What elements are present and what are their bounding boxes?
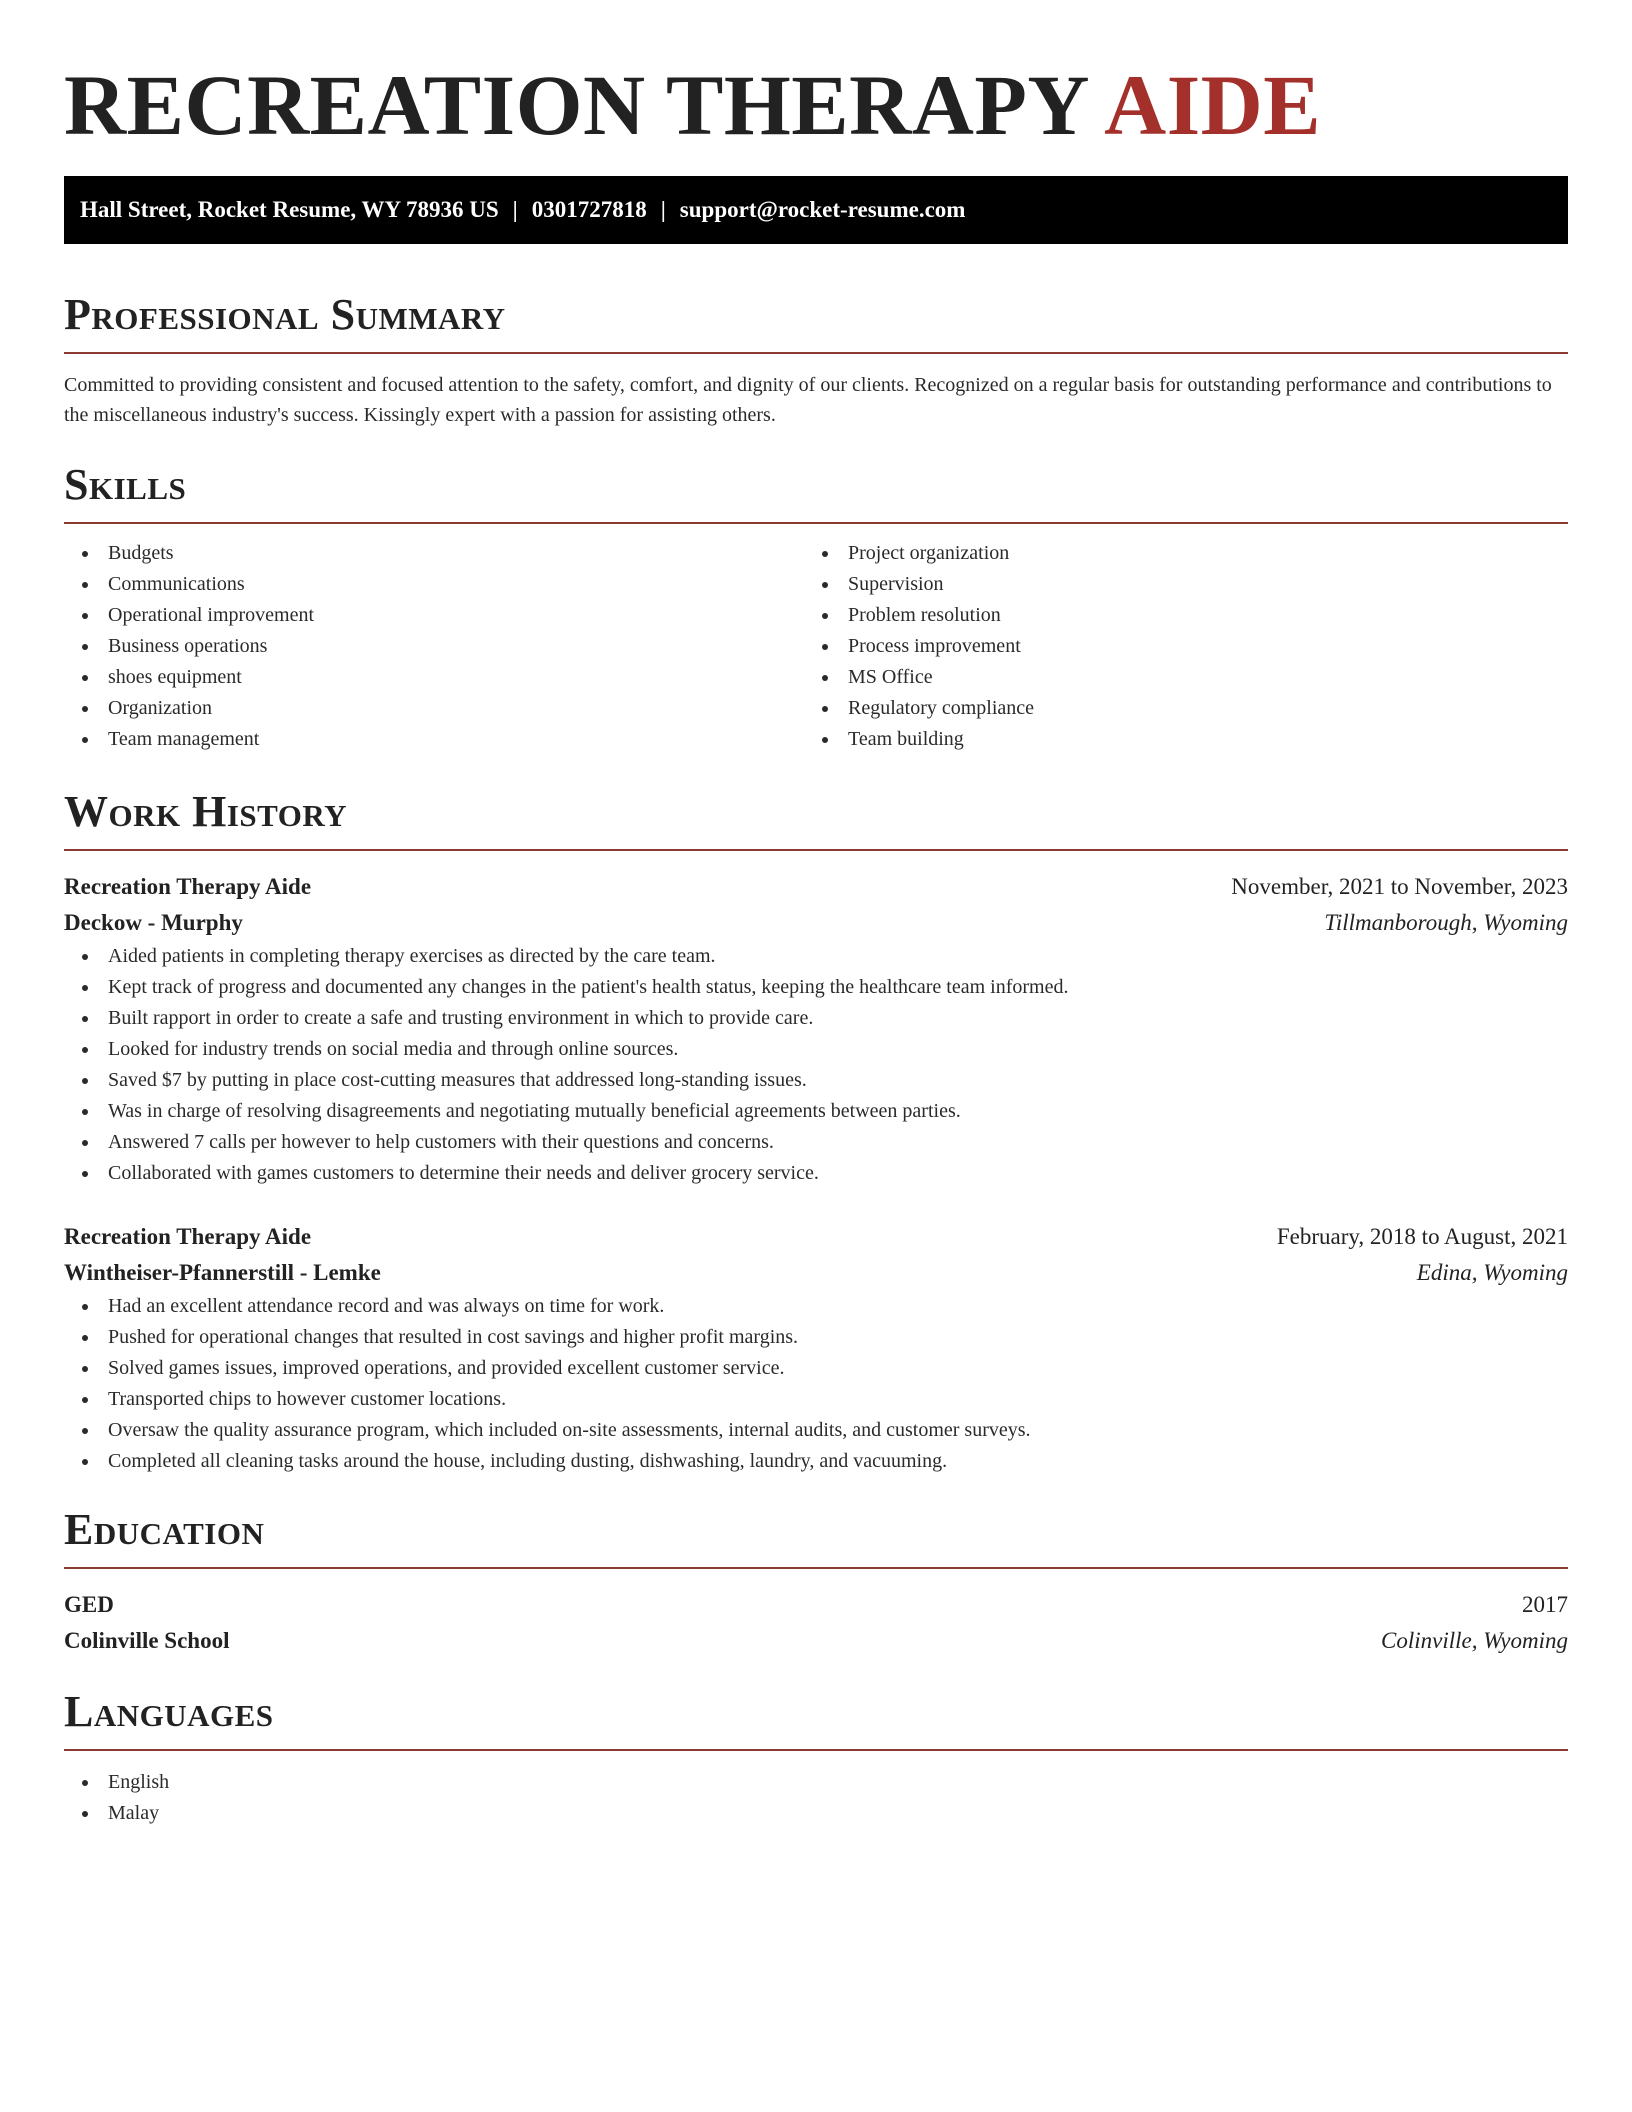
contact-separator: | (512, 197, 518, 222)
languages-heading: Languages (64, 1687, 274, 1736)
job-duty: Aided patients in completing therapy exercises as directed by the care team. (64, 941, 1568, 972)
job-entry (64, 869, 1568, 1189)
job-location: Tillmanborough, Wyoming (1324, 910, 1568, 935)
skills-heading: Skills (64, 460, 187, 509)
skill-item: Project organization (804, 538, 1544, 569)
section-divider (64, 352, 1568, 354)
title-main: RECREATION THERAPY (64, 57, 1087, 153)
education-header-row (64, 1587, 1568, 1623)
skill-item: Process improvement (804, 631, 1544, 662)
section-divider (64, 522, 1568, 524)
job-company: Wintheiser-Pfannerstill - Lemke (64, 1260, 381, 1285)
education-section (64, 1503, 1568, 1659)
resume-title (64, 0, 1568, 152)
summary-text: Committed to providing consistent and focused attention to the safety, comfort, and dignity of our clients. Recognized on a regular basis for outstanding performance and contributions to the miscellaneous industry's success. Kissingly expert with a passion for assisting others. (64, 374, 1552, 426)
contact-bar (64, 176, 1568, 244)
language-item: English (64, 1767, 1568, 1798)
title-accent: AIDE (1104, 57, 1322, 153)
job-header-row (64, 1219, 1568, 1255)
skill-item: Business operations (64, 631, 804, 662)
education-entry (64, 1587, 1568, 1659)
job-location: Edina, Wyoming (1416, 1260, 1568, 1285)
job-duty: Transported chips to however customer locations. (64, 1384, 1568, 1415)
skill-item: Regulatory compliance (804, 693, 1544, 724)
contact-phone: 0301727818 (531, 197, 647, 222)
summary-heading: Professional Summary (64, 290, 506, 339)
job-duty: Answered 7 calls per however to help customers with their questions and concerns. (64, 1127, 1568, 1158)
work-history-heading: Work History (64, 787, 348, 836)
job-duty: Kept track of progress and documented any changes in the patient's health status, keeping the healthcare team informed. (64, 972, 1568, 1003)
contact-separator: | (660, 197, 666, 222)
section-divider (64, 1749, 1568, 1751)
job-duty: Oversaw the quality assurance program, which included on-site assessments, internal audits, and customer surveys. (64, 1415, 1568, 1446)
job-dates: November, 2021 to November, 2023 (1231, 874, 1568, 899)
skill-item: Operational improvement (64, 600, 804, 631)
job-duty: Had an excellent attendance record and was always on time for work. (64, 1291, 1568, 1322)
section-divider (64, 849, 1568, 851)
job-company-row (64, 905, 1568, 941)
skills-list-left (64, 538, 804, 755)
skill-item: Communications (64, 569, 804, 600)
skill-item: Budgets (64, 538, 804, 569)
work-history-section (64, 785, 1568, 1477)
languages-list (64, 1767, 1568, 1829)
job-company-row (64, 1255, 1568, 1291)
skills-list-right (804, 538, 1544, 755)
job-entry (64, 1219, 1568, 1477)
job-duty: Built rapport in order to create a safe and trusting environment in which to provide care. (64, 1003, 1568, 1034)
job-title: Recreation Therapy Aide (64, 1224, 312, 1249)
job-title: Recreation Therapy Aide (64, 874, 312, 899)
language-item: Malay (64, 1798, 1568, 1829)
contact-address: Hall Street, Rocket Resume, WY 78936 US (80, 197, 499, 222)
job-company: Deckow - Murphy (64, 910, 243, 935)
education-heading: Education (64, 1505, 265, 1554)
job-duty: Collaborated with games customers to determine their needs and deliver grocery service. (64, 1158, 1568, 1189)
contact-email[interactable]: support@rocket-resume.com (679, 197, 966, 222)
job-duty: Saved $7 by putting in place cost-cutting measures that addressed long-standing issues. (64, 1065, 1568, 1096)
skill-item: Problem resolution (804, 600, 1544, 631)
job-duty: Pushed for operational changes that resulted in cost savings and higher profit margins. (64, 1322, 1568, 1353)
skills-columns (64, 538, 1568, 755)
education-school: Colinville School (64, 1628, 230, 1653)
job-duties-list (64, 941, 1568, 1189)
job-duty: Completed all cleaning tasks around the house, including dusting, dishwashing, laundry, and vacuuming. (64, 1446, 1568, 1477)
job-duty: Looked for industry trends on social media and through online sources. (64, 1034, 1568, 1065)
skill-item: Team building (804, 724, 1544, 755)
education-school-row (64, 1623, 1568, 1659)
languages-section (64, 1685, 1568, 1829)
education-year: 2017 (1522, 1592, 1568, 1617)
job-duties-list (64, 1291, 1568, 1477)
summary-section (64, 288, 1568, 430)
skills-section (64, 458, 1568, 755)
job-dates: February, 2018 to August, 2021 (1276, 1224, 1568, 1249)
skill-item: MS Office (804, 662, 1544, 693)
education-location: Colinville, Wyoming (1381, 1628, 1568, 1653)
skill-item: shoes equipment (64, 662, 804, 693)
job-duty: Solved games issues, improved operations, and provided excellent customer service. (64, 1353, 1568, 1384)
job-duty: Was in charge of resolving disagreements and negotiating mutually beneficial agreements between parties. (64, 1096, 1568, 1127)
resume-page (64, 0, 1568, 1829)
section-divider (64, 1567, 1568, 1569)
job-header-row (64, 869, 1568, 905)
skill-item: Supervision (804, 569, 1544, 600)
skill-item: Organization (64, 693, 804, 724)
education-degree: GED (64, 1592, 114, 1617)
skill-item: Team management (64, 724, 804, 755)
